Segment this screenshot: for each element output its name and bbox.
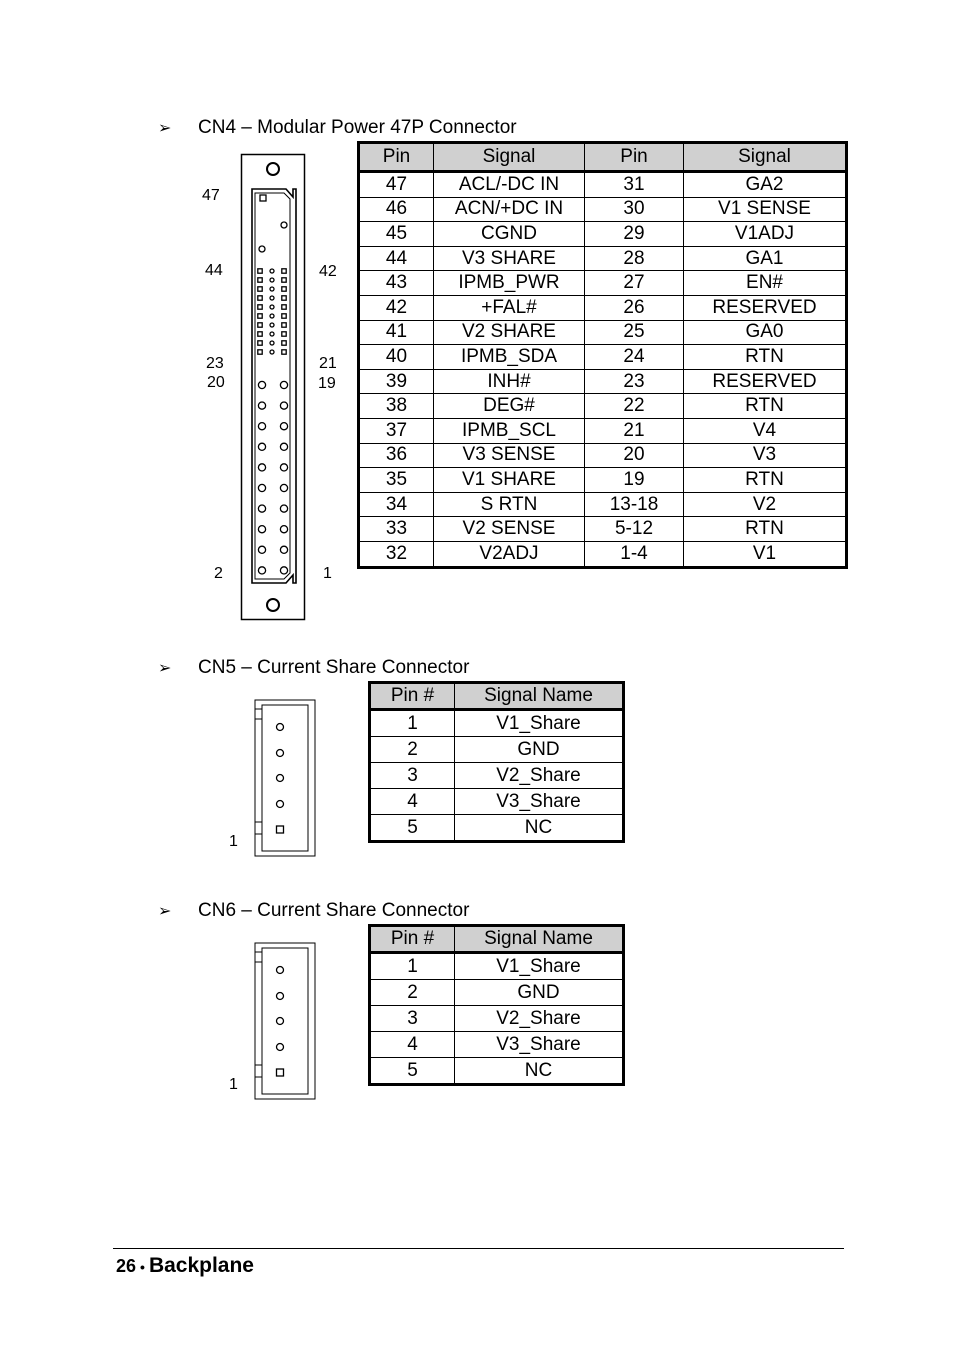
table-cell: 4 [370, 1032, 455, 1058]
table-cell: ACN/+DC IN [434, 197, 585, 222]
table-cell: GA0 [684, 320, 847, 345]
table-cell: 37 [359, 418, 434, 443]
table-cell: NC [455, 1058, 624, 1085]
footer-bullet: • [140, 1259, 145, 1275]
table-cell: S RTN [434, 492, 585, 517]
table-cell: 40 [359, 345, 434, 370]
table-row [359, 468, 847, 493]
cn5-title: CN5 – Current Share Connector [198, 657, 470, 678]
table-cell: 35 [359, 468, 434, 493]
table-cell: V3_Share [455, 1032, 624, 1058]
table-cell: IPMB_SDA [434, 345, 585, 370]
table-row [359, 369, 847, 394]
table-row [359, 172, 847, 198]
table-cell: RTN [684, 468, 847, 493]
arrow-bullet-icon: ➢ [158, 660, 172, 677]
table-cell: V1_Share [455, 710, 624, 737]
table-cell: V3 SHARE [434, 246, 585, 271]
table-row [359, 492, 847, 517]
arrow-bullet-icon: ➢ [158, 903, 172, 920]
table-cell: V2_Share [455, 763, 624, 789]
table-cell: 30 [585, 197, 684, 222]
table-cell: V2 SENSE [434, 517, 585, 542]
table-cell: 25 [585, 320, 684, 345]
table-row [370, 763, 624, 789]
table-row [359, 443, 847, 468]
footer-divider [113, 1248, 844, 1249]
table-cell: RTN [684, 517, 847, 542]
table-row [370, 710, 624, 737]
table-cell: 43 [359, 271, 434, 296]
table-cell: V1 SENSE [684, 197, 847, 222]
arrow-bullet-icon: ➢ [158, 120, 172, 137]
page-footer [116, 1254, 254, 1278]
table-cell: 26 [585, 295, 684, 320]
cn4-pin-label-44: 44 [205, 262, 223, 279]
table-cell: DEG# [434, 394, 585, 419]
cn5-pin-table [368, 681, 625, 843]
table-cell: ACL/-DC IN [434, 172, 585, 198]
cn4-pin-label-2: 2 [214, 565, 223, 582]
table-cell: V2ADJ [434, 541, 585, 567]
table-cell: 4 [370, 789, 455, 815]
table-cell: RESERVED [684, 369, 847, 394]
cn5-connector-diagram [250, 697, 320, 859]
table-row [359, 197, 847, 222]
table-cell: 36 [359, 443, 434, 468]
table-cell: V1 SHARE [434, 468, 585, 493]
table-row [359, 418, 847, 443]
table-cell: V2 SHARE [434, 320, 585, 345]
table-row [359, 394, 847, 419]
column-header: Pin [585, 143, 684, 172]
table-row [359, 246, 847, 271]
table-row [370, 737, 624, 763]
table-row [370, 1006, 624, 1032]
table-cell: 1-4 [585, 541, 684, 567]
table-row [359, 295, 847, 320]
column-header: Signal [684, 143, 847, 172]
table-cell: INH# [434, 369, 585, 394]
table-cell: 38 [359, 394, 434, 419]
table-cell: IPMB_SCL [434, 418, 585, 443]
table-cell: V3 [684, 443, 847, 468]
page-number: 26 [116, 1256, 137, 1276]
table-cell: CGND [434, 222, 585, 247]
table-cell: V3_Share [455, 789, 624, 815]
column-header: Pin # [370, 926, 455, 953]
table-cell: RTN [684, 345, 847, 370]
column-header: Signal [434, 143, 585, 172]
table-row [370, 1032, 624, 1058]
table-cell: V1 [684, 541, 847, 567]
table-cell: IPMB_PWR [434, 271, 585, 296]
cn4-connector-diagram [238, 151, 308, 623]
table-cell: NC [455, 815, 624, 842]
cn4-table-header [359, 143, 847, 172]
table-cell: 45 [359, 222, 434, 247]
table-cell: 13-18 [585, 492, 684, 517]
chapter-title: Backplane [148, 1254, 254, 1277]
table-cell: 32 [359, 541, 434, 567]
cn6-table-header [370, 926, 624, 953]
cn5-heading [158, 657, 469, 680]
table-row [370, 953, 624, 980]
table-cell: 27 [585, 271, 684, 296]
column-header: Signal Name [455, 926, 624, 953]
table-row [359, 517, 847, 542]
table-cell: 22 [585, 394, 684, 419]
cn4-pin-label-23: 23 [206, 355, 224, 372]
table-cell: GA1 [684, 246, 847, 271]
table-cell: GA2 [684, 172, 847, 198]
table-row [359, 222, 847, 247]
table-cell: RESERVED [684, 295, 847, 320]
table-cell: 31 [585, 172, 684, 198]
table-row [359, 271, 847, 296]
table-cell: 23 [585, 369, 684, 394]
column-header: Signal Name [455, 683, 624, 710]
table-row [359, 345, 847, 370]
table-cell: V3 SENSE [434, 443, 585, 468]
table-cell: +FAL# [434, 295, 585, 320]
cn4-pin-table [357, 141, 848, 569]
table-cell: 2 [370, 980, 455, 1006]
cn4-pin-label-1: 1 [323, 565, 332, 582]
table-cell: EN# [684, 271, 847, 296]
table-cell: 5 [370, 815, 455, 842]
table-cell: V4 [684, 418, 847, 443]
cn4-pin-label-21: 21 [319, 355, 337, 372]
cn4-pin-label-42: 42 [319, 263, 337, 280]
table-cell: 5-12 [585, 517, 684, 542]
table-row [359, 320, 847, 345]
column-header: Pin [359, 143, 434, 172]
cn6-title: CN6 – Current Share Connector [198, 900, 470, 921]
table-cell: 47 [359, 172, 434, 198]
cn4-title: CN4 – Modular Power 47P Connector [198, 117, 517, 138]
table-cell: V1_Share [455, 953, 624, 980]
table-cell: 39 [359, 369, 434, 394]
table-cell: 42 [359, 295, 434, 320]
cn4-pin-label-47: 47 [202, 187, 220, 204]
cn4-pin-label-19: 19 [318, 375, 336, 392]
table-cell: 5 [370, 1058, 455, 1085]
table-cell: 19 [585, 468, 684, 493]
table-cell: 46 [359, 197, 434, 222]
table-cell: V1ADJ [684, 222, 847, 247]
table-cell: 2 [370, 737, 455, 763]
table-cell: 1 [370, 953, 455, 980]
cn4-heading [158, 117, 517, 140]
table-cell: GND [455, 980, 624, 1006]
table-cell: 34 [359, 492, 434, 517]
table-cell: 3 [370, 763, 455, 789]
table-cell: 20 [585, 443, 684, 468]
cn6-heading [158, 900, 469, 923]
table-row [370, 980, 624, 1006]
table-cell: 29 [585, 222, 684, 247]
cn6-pin-label-1: 1 [229, 1076, 238, 1093]
column-header: Pin # [370, 683, 455, 710]
table-cell: 21 [585, 418, 684, 443]
table-row [370, 789, 624, 815]
table-cell: RTN [684, 394, 847, 419]
table-row [370, 815, 624, 842]
table-cell: 1 [370, 710, 455, 737]
cn6-pin-table [368, 924, 625, 1086]
table-cell: V2_Share [455, 1006, 624, 1032]
table-cell: 24 [585, 345, 684, 370]
cn4-pin-label-20: 20 [207, 374, 225, 391]
cn5-pin-label-1: 1 [229, 833, 238, 850]
table-cell: 3 [370, 1006, 455, 1032]
cn6-connector-diagram [250, 940, 320, 1102]
cn5-table-header [370, 683, 624, 710]
table-cell: 41 [359, 320, 434, 345]
table-cell: 44 [359, 246, 434, 271]
table-cell: GND [455, 737, 624, 763]
table-cell: 28 [585, 246, 684, 271]
table-cell: V2 [684, 492, 847, 517]
table-cell: 33 [359, 517, 434, 542]
table-row [370, 1058, 624, 1085]
table-row [359, 541, 847, 567]
